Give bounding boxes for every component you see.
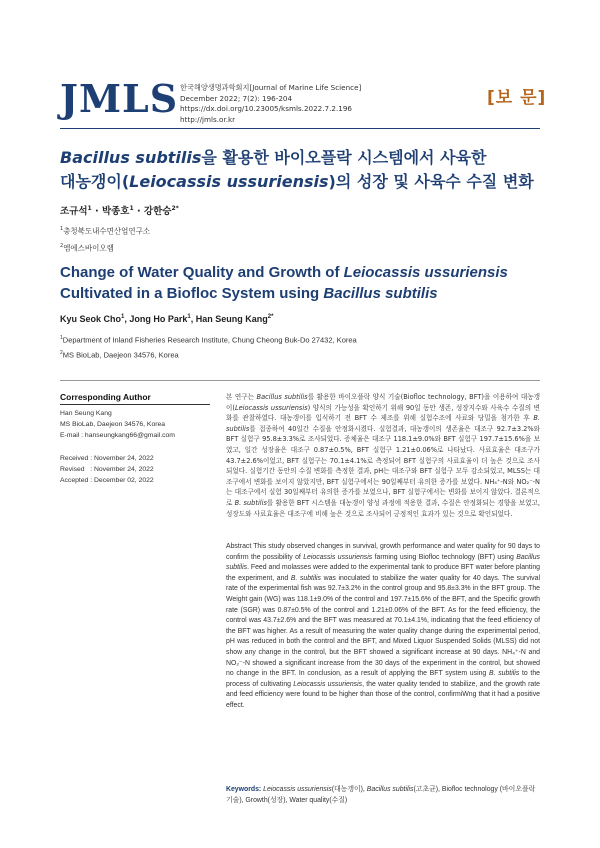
keyword-text: (고초균), Biofloc technology (바이오플락 기술), Growth(성장), Water quality(수질) — [226, 786, 536, 804]
abstract-en-italic: B. subtilis — [488, 670, 520, 678]
author-kr-2-sup: 1 — [129, 204, 134, 212]
title-english — [60, 262, 540, 304]
revised-date: Revised : November 24, 2022 — [60, 466, 154, 473]
abstract-kr-text: 를 활용한 BFT 시스템을 대농갱이 양성 과정에 적용한 결과, 수질은 안정화되는 경향을 보였고, 성장도와 사료효율은 대조구에 비해 높은 것으로 조사되어 긍정적인 효과가 있는 것으로 확인되었다. — [226, 498, 540, 518]
title-kr-species: Bacillus subtilis — [60, 148, 202, 167]
affil-kr-1-sup: 1 — [60, 226, 64, 232]
abstract-en-text: was inoculated to stabilize the water quality for 40 days. The survival rate of the experimental fish was 92.7±3.2% in the control group and 95.8±3.3% in the BFT group. The Weight gain (WG) was 118.1±9.0% of the control and 197.7±15.6% of the BFT, and the Specific growth rate (SGR) was 0.87±0.5% of the control and 1.21±0.06% of the BFT. As for the feed efficiency, the control was 43.7±2.6% and the BFT was measured at 70.1±4.1%, indicating that the feed efficiency of the BFT was higher. As a result of measuring the water quality change during the experimental period, pH was reduced in both the control and the BFT, and Mixed Liquor Suspended Solids (MLSS) did not show any change in the control, but the BFT showed a significant increase at 90 days. NH₄⁺-N and NO₂⁻-N showed a significant increase from the 30 days of the experiment in the control, but showed no change in the BFT. In conclusion, as a result of applying the BFT system using — [226, 574, 540, 678]
abstract-en-italic: Bacillus subtilis — [226, 553, 540, 572]
affiliations-korean — [60, 222, 150, 255]
affil-en-1: Department of Inland Fisheries Research Institute, Chung Cheong Buk-Do 27432, Korea — [62, 335, 357, 345]
keyword-bacteria: Bacillus subtilis — [366, 786, 414, 793]
keywords-label: Keywords: — [226, 786, 262, 793]
corresponding-email[interactable]: E-mail : hanseungkang66@gmail.com — [60, 432, 175, 439]
abstract-kr-italic: Leiocassis ussuriensis — [234, 403, 308, 412]
title-en-line2: Cultivated in a Biofloc System using — [60, 285, 324, 302]
affil-en-1-sup: 1 — [60, 335, 63, 341]
author-kr-3-sup: 2* — [171, 204, 179, 212]
abstract-en-text: farming using Biofloc technology (BFT) using — [372, 553, 517, 561]
author-en-3-sup: 2* — [267, 314, 274, 320]
author-separator: , — [190, 314, 196, 324]
abstract-korean — [226, 392, 540, 519]
section-divider — [60, 380, 540, 381]
title-en-species: Leiocassis ussuriensis — [343, 264, 508, 281]
corresponding-author-heading: Corresponding Author — [60, 392, 210, 405]
article-dates — [60, 453, 210, 486]
journal-url[interactable]: http://jmls.or.kr — [180, 114, 236, 124]
author-en-3: Han Seung Kang — [195, 314, 268, 324]
author-kr-1-sup: 1 — [87, 204, 92, 212]
article-sidebar — [60, 392, 210, 486]
author-kr-3: 강한승 — [143, 206, 172, 217]
doi-link[interactable]: https://dx.doi.org/10.23005/ksmls.2022.7.2.196 — [180, 104, 352, 113]
author-separator: , — [124, 314, 130, 324]
accepted-date: Accepted : December 02, 2022 — [60, 477, 154, 484]
corresponding-name: Han Seung Kang — [60, 410, 112, 417]
article-type-badge: [보 문] — [487, 88, 547, 108]
abstract-kr-italic: B. subtilis — [234, 498, 267, 507]
keyword-text: (대농갱이), — [331, 786, 367, 793]
title-kr-line1: 을 활용한 바이오플락 시스템에서 사육한 — [201, 148, 487, 167]
journal-logo: JMLS — [60, 76, 179, 121]
received-date: Received : November 24, 2022 — [60, 455, 154, 462]
abstract-kr-text: ) 양식의 가능성을 확인하기 위해 90일 동안 생존, 성장지수와 사육수 수질의 변화를 관찰하였다. 대농갱이를 입식하기 전 BFT 수 제조를 위해 실험수조에 사료와 당밀을 첨가한 후 — [226, 403, 540, 423]
authors-english — [60, 314, 273, 324]
abstract-kr-italic: Bacillus subtilis — [256, 393, 308, 401]
title-korean — [60, 146, 540, 194]
title-kr-line2-species: Leiocassis ussuriensis — [129, 172, 329, 191]
affil-en-2: MS BioLab, Daejeon 34576, Korea — [62, 350, 179, 359]
abstract-english — [226, 542, 540, 712]
keywords — [226, 785, 540, 806]
author-en-1: Kyu Seok Cho — [60, 314, 122, 324]
affil-kr-2: 엠에스바이오랩 — [63, 243, 114, 252]
abstract-en-text: Abstract This study observed changes in survival, growth performance and water quality for 90 days to confirm the possibility of — [226, 543, 540, 561]
corresponding-address: MS BioLab, Daejeon 34576, Korea — [60, 421, 166, 428]
affil-kr-1: 충청북도내수면산업연구소 — [63, 226, 151, 236]
title-en-bacteria: Bacillus subtilis — [323, 285, 438, 302]
abstract-en-italic: Leiocassis ussuriensis — [293, 680, 363, 688]
authors-korean — [60, 203, 179, 217]
journal-issue: December 2022; 7(2): 196-204 — [180, 93, 293, 103]
affiliations-english — [60, 332, 357, 361]
author-kr-2: 박종호 — [101, 206, 130, 217]
author-en-1-sup: 1 — [121, 314, 125, 320]
abstract-kr-text: 를 접종하여 40일간 수질을 안정화시켰다. 실험결과, 대농갱이의 생존율은 대조구 92.7±3.2%와 BFT 실험구 95.8±3.3%로 조사되었다. 증체율은 대조구 118.1±9.0%와 BFT 실험구 197.7±15.6%을 보였고, 일간 성장율은 대조구 0.87±0.5%, BFT 실험구 1.21±0.06%로 나타났다. 사료효율은 대조구가 43.7±2.6%이었고, BFT 실험구는 70.1±4.1%로 측정되어 BFT 실험구의 사료효율이 더 높은 것으로 조사되었다. 실험기간 동안의 수질 변화를 측정한 결과, pH는 대조구와 BFT 실험구 모두 감소되었고, MLSS는 대조구에서 변화를 보이지 않았지만, BFT 실험구에서는 90일째부터 유의한 증가를 보였다. NH₄⁺-N와 NO₂⁻-N는 대조구에서 실험 30일째부터 유의한 증가를 보였으나, BFT 실험구에서는 변화를 보이지 않았다. 결론적으로 — [226, 424, 540, 507]
abstract-en-italic: Leiocassis ussuriensis — [303, 553, 373, 561]
journal-info — [180, 83, 361, 125]
abstract-kr-text: 를 활용한 바이오플락 양식 기술(Biofloc technology, BFT)을 이용하여 대농갱이( — [226, 393, 541, 412]
affil-en-2-sup: 2 — [60, 349, 63, 356]
author-en-2-sup: 1 — [187, 314, 191, 320]
author-separator: · — [133, 206, 144, 217]
title-en-line1: Change of Water Quality and Growth of — [60, 264, 344, 281]
abstract-kr-italic: B. subtilis — [226, 414, 540, 433]
author-en-2: Jong Ho Park — [129, 314, 188, 324]
affil-kr-2-sup: 2 — [60, 242, 64, 249]
abstract-en-italic: B. subtilis — [290, 574, 322, 582]
keyword-species: Leiocassis ussuriensis — [263, 786, 332, 793]
journal-name: 한국해양생명과학회지[Journal of Marine Life Science] — [180, 83, 362, 92]
title-kr-line2-post: )의 성장 및 사육수 수질 변화 — [328, 172, 534, 191]
abstract-en-text: . Feed and molasses were added to the experimental tank to produce BFT water before planting the experiment, and — [226, 564, 540, 582]
abstract-en-text: , the water quality tended to stabilize, and the growth rate and feed efficiency were found to be higher than those of the control, confirmiWng that it had a positive effect. — [226, 680, 540, 709]
header-divider — [60, 128, 540, 129]
author-kr-1: 조규석 — [60, 206, 88, 217]
abstract-en-text: to the process of cultivating — [226, 670, 540, 688]
author-separator: · — [91, 206, 102, 217]
abstract-kr-text: 본 연구는 — [226, 393, 257, 401]
title-kr-line2-pre: 대농갱이( — [60, 172, 130, 191]
